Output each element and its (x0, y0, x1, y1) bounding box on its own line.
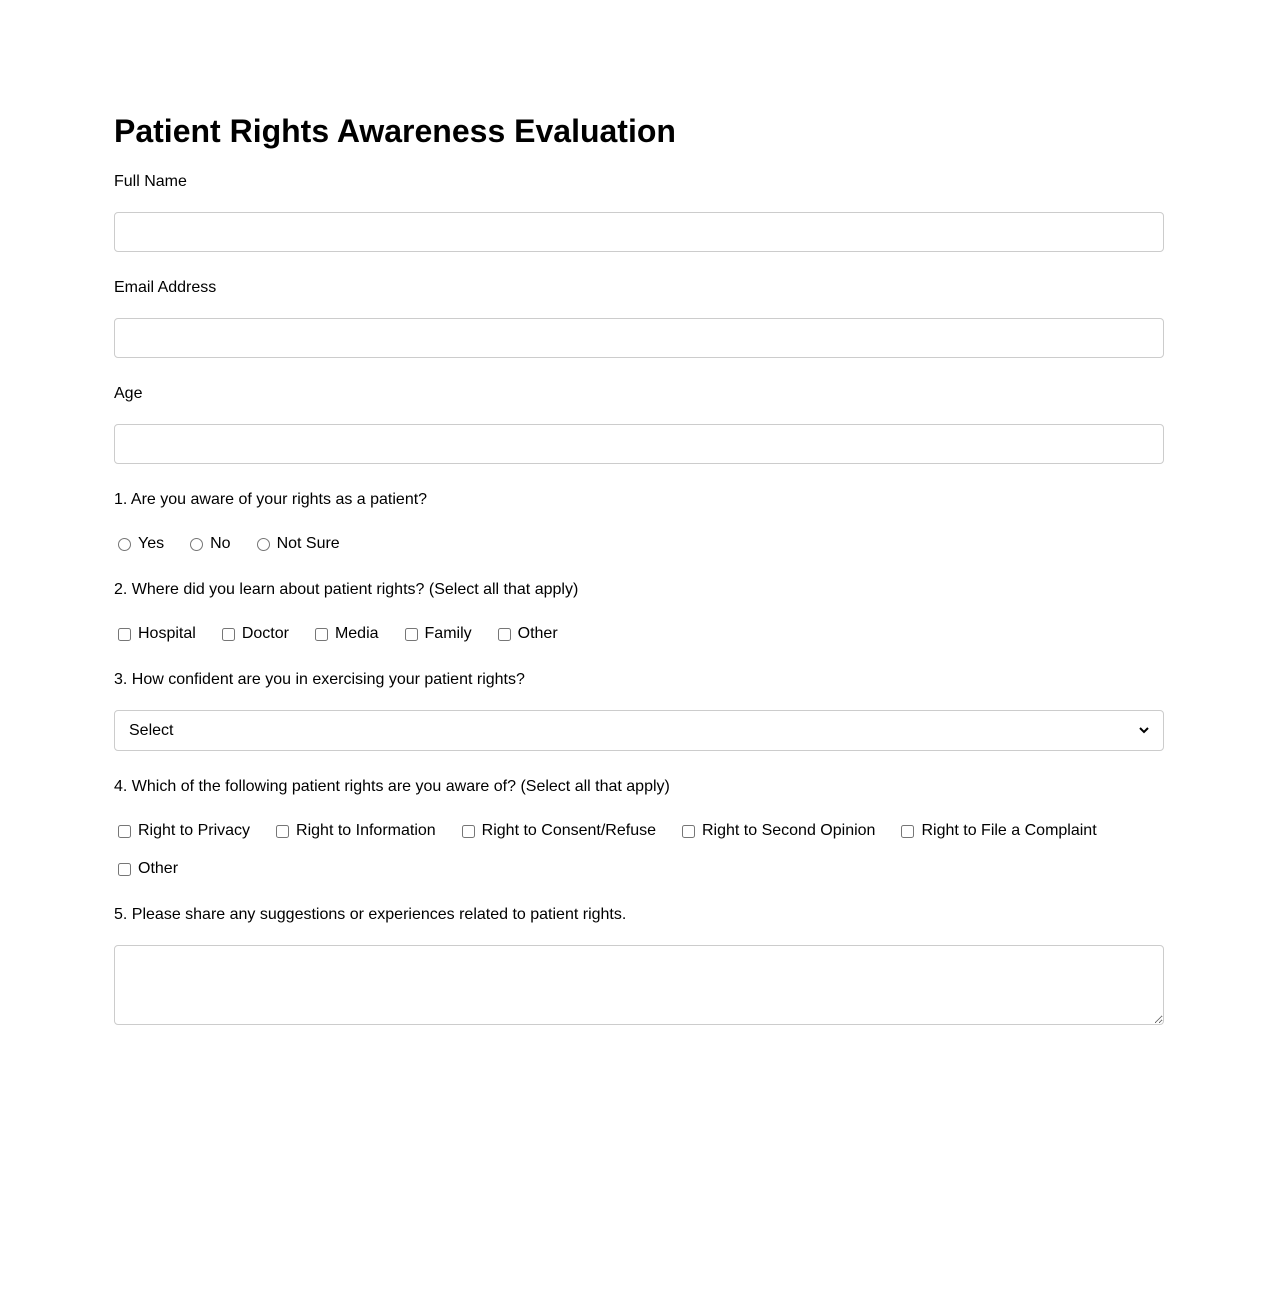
option-label: Right to File a Complaint (921, 822, 1097, 839)
option-label: Right to Second Opinion (702, 822, 876, 839)
rights-option-consent[interactable] (458, 821, 656, 841)
source-checkbox-other[interactable] (498, 628, 511, 641)
option-label: Right to Information (296, 822, 436, 839)
rights-option-complaint[interactable] (897, 821, 1096, 841)
rights-checkbox-consent[interactable] (462, 825, 475, 838)
age-label: Age (114, 385, 143, 402)
source-checkbox-family[interactable] (405, 628, 418, 641)
awareness-option-not-sure[interactable] (253, 534, 340, 554)
email-input[interactable] (114, 318, 1164, 358)
option-label: Right to Consent/Refuse (481, 822, 656, 839)
rights-option-second-opinion[interactable] (678, 821, 875, 841)
option-label: Right to Privacy (138, 822, 251, 839)
suggestions-textarea[interactable] (114, 945, 1164, 1025)
rights-checkbox-information[interactable] (276, 825, 289, 838)
source-option-other[interactable] (494, 624, 558, 644)
option-label: Hospital (138, 625, 196, 642)
full-name-label: Full Name (114, 173, 187, 190)
email-label: Email Address (114, 279, 217, 296)
rights-checkbox-complaint[interactable] (901, 825, 914, 838)
option-label: Other (138, 860, 179, 877)
source-checkbox-doctor[interactable] (222, 628, 235, 641)
option-label: Other (517, 625, 558, 642)
awareness-radio-not-sure[interactable] (257, 538, 270, 551)
confidence-select[interactable] (114, 710, 1164, 751)
option-label: No (210, 535, 231, 552)
source-option-doctor[interactable] (218, 624, 289, 644)
awareness-radio-no[interactable] (190, 538, 203, 551)
question-3-label: 3. How confident are you in exercising your patient rights? (114, 671, 525, 688)
awareness-radio-yes[interactable] (118, 538, 131, 551)
chevron-down-icon (1139, 726, 1149, 736)
rights-option-other[interactable] (114, 859, 178, 879)
rights-checkbox-privacy[interactable] (118, 825, 131, 838)
option-label: Family (424, 625, 472, 642)
question-4-options-row-2 (114, 858, 200, 880)
source-option-hospital[interactable] (114, 624, 196, 644)
question-2-label: 2. Where did you learn about patient rights? (Select all that apply) (114, 581, 579, 598)
option-label: Media (334, 625, 379, 642)
rights-option-information[interactable] (272, 821, 436, 841)
option-label: Doctor (241, 625, 289, 642)
option-label: Yes (138, 535, 165, 552)
question-4-options-row-1 (114, 820, 1119, 842)
option-label: Not Sure (276, 535, 340, 552)
confidence-select-value: Select (129, 721, 174, 739)
question-1-options (114, 533, 362, 555)
rights-option-privacy[interactable] (114, 821, 250, 841)
source-option-family[interactable] (401, 624, 472, 644)
rights-checkbox-other[interactable] (118, 863, 131, 876)
question-4-label: 4. Which of the following patient rights are you aware of? (Select all that apply) (114, 778, 670, 795)
source-option-media[interactable] (311, 624, 379, 644)
awareness-option-no[interactable] (186, 534, 230, 554)
rights-checkbox-second-opinion[interactable] (682, 825, 695, 838)
question-1-label: 1. Are you aware of your rights as a patient? (114, 491, 428, 508)
question-5-label: 5. Please share any suggestions or experiences related to patient rights. (114, 906, 627, 923)
source-checkbox-hospital[interactable] (118, 628, 131, 641)
awareness-option-yes[interactable] (114, 534, 164, 554)
page-title: Patient Rights Awareness Evaluation (114, 113, 676, 149)
source-checkbox-media[interactable] (315, 628, 328, 641)
age-input[interactable] (114, 424, 1164, 464)
question-2-options (114, 623, 580, 645)
full-name-input[interactable] (114, 212, 1164, 252)
